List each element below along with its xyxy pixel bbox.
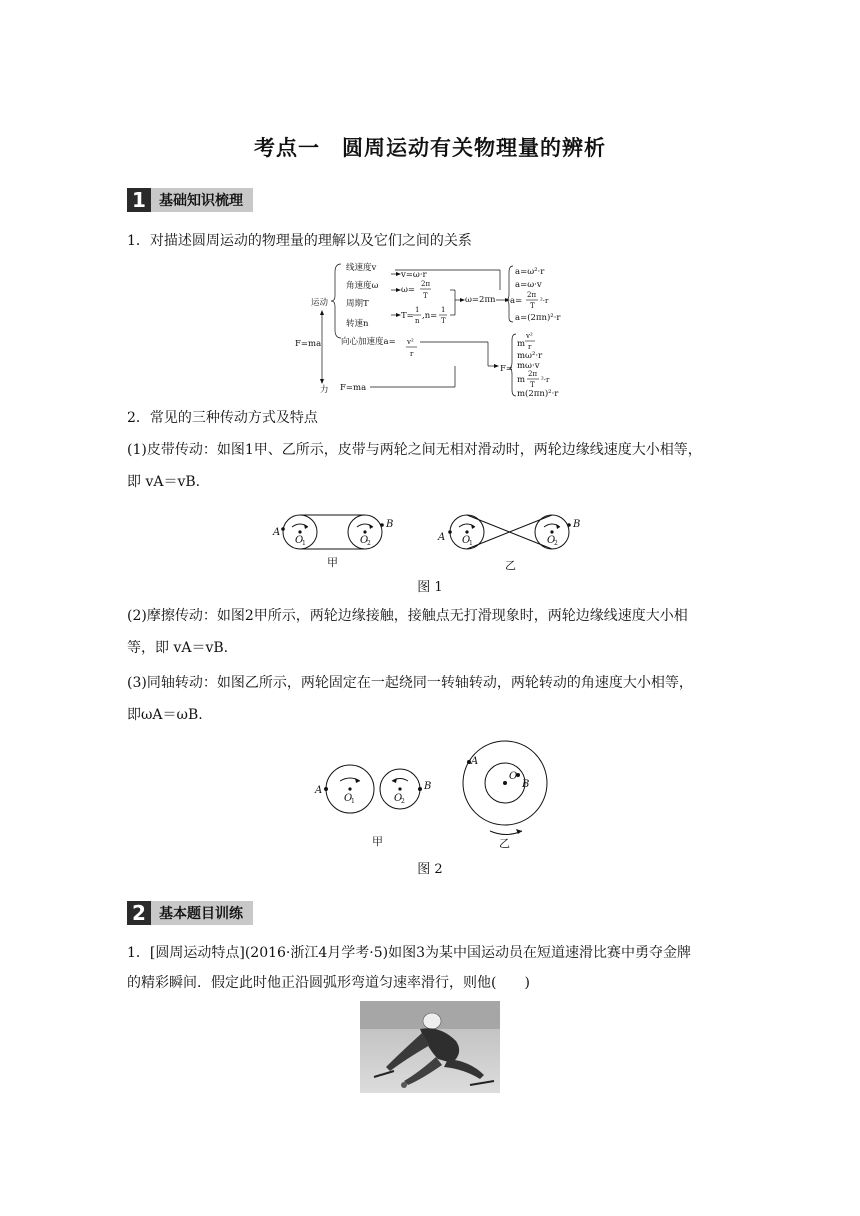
question-1-line-1: 1．[圆周运动特点](2016·浙江4月学考·5)如图3为某中国运动员在短道速滑比赛中勇夺金牌 (127, 945, 692, 961)
svg-text:r: r (410, 350, 414, 358)
friction-drive-formula: 等，即 vA＝vB. (127, 640, 229, 656)
svg-text:1: 1 (302, 540, 306, 547)
svg-text:B: B (386, 519, 394, 530)
svg-text:1: 1 (441, 306, 446, 314)
svg-text:T: T (530, 302, 535, 310)
svg-text:O: O (462, 535, 471, 546)
section-number: 1 (127, 188, 151, 212)
coaxial-rotation-formula: 即ωA＝ωB. (127, 707, 203, 723)
svg-text:B: B (522, 779, 530, 790)
diagram-w-2pin: ω=2πn (465, 295, 496, 305)
diagram-f3: mω·v (517, 361, 540, 371)
svg-text:2: 2 (367, 540, 371, 547)
diagram-motion-label: 运动 (311, 298, 329, 308)
section-header-basic-training (127, 901, 253, 925)
question-1-line-2: 的精彩瞬间．假定此时他正沿圆弧形弯道匀速率滑行，则他( ) (127, 975, 530, 991)
coaxial-rotation-text: (3)同轴转动：如图乙所示，两轮固定在一起绕同一转轴转动，两轮转动的角速度大小相等， (127, 675, 693, 691)
svg-text:2π: 2π (528, 370, 538, 378)
diagram-v-eq: v=ω·r (401, 270, 427, 280)
diagram-a2: a=ω·v (515, 280, 542, 290)
svg-text:O: O (394, 793, 403, 804)
diagram-angular-speed: 角速度ω (346, 281, 379, 291)
svg-text:2: 2 (401, 798, 405, 805)
svg-text:A: A (438, 532, 446, 543)
svg-text:B: B (573, 519, 581, 530)
figure-1-belt-drives (270, 505, 590, 577)
svg-text:2π: 2π (421, 280, 431, 288)
svg-text:O: O (344, 793, 353, 804)
diagram-line-speed: 线速度v (346, 263, 377, 273)
svg-text:1: 1 (469, 540, 473, 547)
svg-text:O: O (547, 535, 556, 546)
svg-text:,n=: ,n= (422, 311, 438, 321)
section-label: 基础知识梳理 (151, 188, 253, 212)
page-title: 考点一 圆周运动有关物理量的辨析 (254, 136, 606, 160)
svg-text:O: O (360, 535, 369, 546)
svg-text:²·r: ²·r (541, 376, 550, 384)
diagram-f4: m (517, 375, 526, 385)
diagram-a1: a=ω²·r (515, 267, 545, 277)
svg-text:²·r: ²·r (540, 297, 549, 305)
svg-text:O: O (509, 771, 518, 782)
svg-text:v²: v² (407, 338, 414, 346)
svg-text:2π: 2π (527, 291, 537, 299)
section-label: 基本题目训练 (151, 901, 253, 925)
belt-drive-formula: 即 vA＝vB. (127, 474, 201, 490)
diagram-f1: m (517, 339, 526, 349)
svg-text:1: 1 (351, 798, 355, 805)
diagram-a4: a=(2πn)²·r (515, 313, 561, 323)
diagram-T-eq: T= (401, 311, 414, 321)
diagram-rev-speed: 转速n (346, 319, 369, 329)
svg-text:甲: 甲 (372, 835, 383, 848)
friction-drive-text: (2)摩擦传动：如图2甲所示，两轮边缘接触，接触点无打滑现象时，两轮边缘线速度大小相 (127, 608, 688, 624)
svg-text:n: n (415, 317, 420, 325)
svg-text:A: A (273, 527, 281, 538)
svg-text:T: T (530, 381, 535, 389)
svg-text:T: T (423, 292, 428, 300)
svg-text:2: 2 (554, 540, 558, 547)
diagram-force-label: 力 (320, 385, 329, 395)
svg-text:T: T (441, 317, 446, 325)
diagram-force-left: F=ma (295, 339, 322, 349)
diagram-F-ma-bottom: F=ma (340, 383, 367, 393)
svg-text:甲: 甲 (327, 556, 338, 569)
speed-skater-photo (360, 1001, 500, 1093)
svg-text:乙: 乙 (499, 837, 510, 850)
diagram-period: 周期T (346, 299, 369, 309)
diagram-a3: a= (510, 296, 523, 306)
svg-text:v²: v² (526, 332, 533, 340)
svg-text:O: O (295, 535, 304, 546)
svg-text:1: 1 (415, 306, 420, 314)
svg-text:A: A (471, 756, 479, 767)
diagram-f5: m(2πn)²·r (517, 389, 559, 399)
section-header-basic-knowledge (127, 188, 253, 212)
diagram-F-eq: F= (500, 364, 514, 374)
svg-text:A: A (315, 785, 323, 796)
section-number: 2 (127, 901, 151, 925)
svg-text:乙: 乙 (505, 559, 516, 572)
figure-2-friction-and-coaxial (310, 735, 550, 855)
svg-text:r: r (528, 343, 532, 351)
belt-drive-text: (1)皮带传动：如图1甲、乙所示，皮带与两轮之间无相对滑动时，两轮边缘线速度大小相等， (127, 442, 702, 458)
diagram-w-eq: ω= (401, 285, 416, 295)
figure-1-caption: 图 1 (417, 580, 443, 595)
circular-motion-relationship-diagram (295, 260, 570, 400)
item-1-heading: 1．对描述圆周运动的物理量的理解以及它们之间的关系 (127, 233, 472, 249)
diagram-centripetal: 向心加速度a= (341, 337, 396, 347)
svg-text:B: B (424, 781, 432, 792)
figure-2-caption: 图 2 (417, 862, 443, 877)
item-2-heading: 2．常见的三种传动方式及特点 (127, 410, 318, 426)
diagram-f2: mω²·r (517, 351, 543, 361)
